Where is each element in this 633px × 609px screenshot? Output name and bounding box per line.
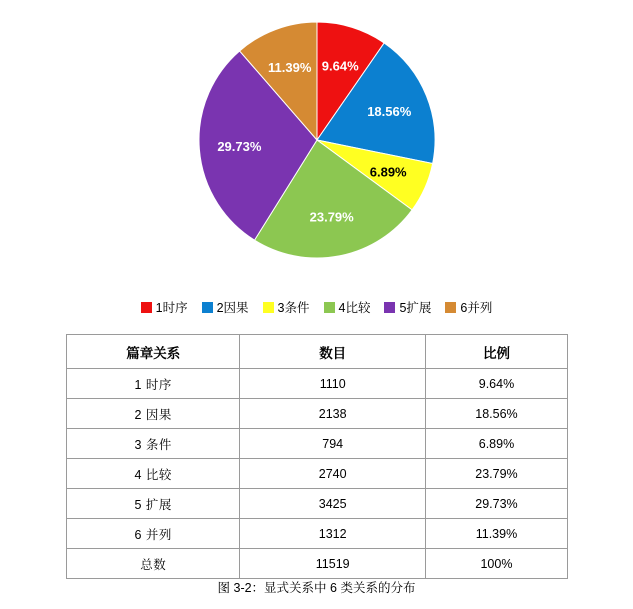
table-cell: 2 因果 (67, 399, 240, 429)
legend-item (324, 298, 371, 316)
table-cell: 100% (425, 549, 567, 579)
table-cell: 1 时序 (67, 369, 240, 399)
table-cell: 2740 (240, 459, 426, 489)
table-cell: 6.89% (425, 429, 567, 459)
table-header-cell: 比例 (425, 335, 567, 369)
chart-legend (0, 298, 633, 316)
table-row (67, 399, 568, 429)
legend-item (141, 298, 188, 316)
legend-swatch-6 (445, 302, 456, 313)
pie-slice-label: 18.56% (366, 103, 411, 119)
table-row (67, 489, 568, 519)
table-cell: 9.64% (425, 369, 567, 399)
table-header-cell: 篇章关系 (67, 335, 240, 369)
table-row (67, 549, 568, 579)
table-cell: 29.73% (425, 489, 567, 519)
table-cell: 1312 (240, 519, 426, 549)
figure-caption: 图 3-2：显式关系中 6 类关系的分布 (217, 581, 416, 595)
table-row (67, 369, 568, 399)
table (66, 334, 568, 579)
legend-swatch-4 (324, 302, 335, 313)
table-cell: 11.39% (425, 519, 567, 549)
pie-slice-label: 6.89% (369, 164, 407, 180)
table-header-row (67, 335, 568, 369)
table-cell: 23.79% (425, 459, 567, 489)
pie-slice-label: 23.79% (309, 209, 354, 225)
legend-label-2: 2因果 (216, 301, 249, 315)
table-cell: 1110 (240, 369, 426, 399)
table-cell: 总数 (67, 549, 240, 579)
table-cell: 4 比较 (67, 459, 240, 489)
table-row (67, 429, 568, 459)
table-header-cell: 数目 (240, 335, 426, 369)
table-row (67, 459, 568, 489)
pie-chart (0, 0, 633, 280)
table-cell: 2138 (240, 399, 426, 429)
legend-swatch-2 (202, 302, 213, 313)
legend-label-3: 3条件 (277, 301, 310, 315)
legend-item (263, 298, 310, 316)
table-cell: 3425 (240, 489, 426, 519)
table-cell: 18.56% (425, 399, 567, 429)
legend-label-5: 5扩展 (399, 301, 432, 315)
pie-slice-label: 9.64% (321, 58, 359, 74)
table-cell: 6 并列 (67, 519, 240, 549)
pie-svg (167, 0, 467, 280)
distribution-table (66, 334, 568, 579)
legend-item (202, 298, 249, 316)
pie-slice-label: 11.39% (267, 60, 311, 76)
legend-swatch-1 (141, 302, 152, 313)
legend-label-6: 6并列 (460, 301, 493, 315)
table-cell: 3 条件 (67, 429, 240, 459)
legend-label-1: 1时序 (155, 301, 188, 315)
legend-swatch-3 (263, 302, 274, 313)
table-cell: 794 (240, 429, 426, 459)
legend-item (445, 298, 492, 316)
legend-swatch-5 (384, 302, 395, 313)
table-row (67, 519, 568, 549)
table-cell: 5 扩展 (67, 489, 240, 519)
pie-slice-label: 29.73% (216, 139, 261, 155)
legend-label-4: 4比较 (338, 301, 371, 315)
table-cell: 11519 (240, 549, 426, 579)
legend-item (384, 298, 431, 316)
